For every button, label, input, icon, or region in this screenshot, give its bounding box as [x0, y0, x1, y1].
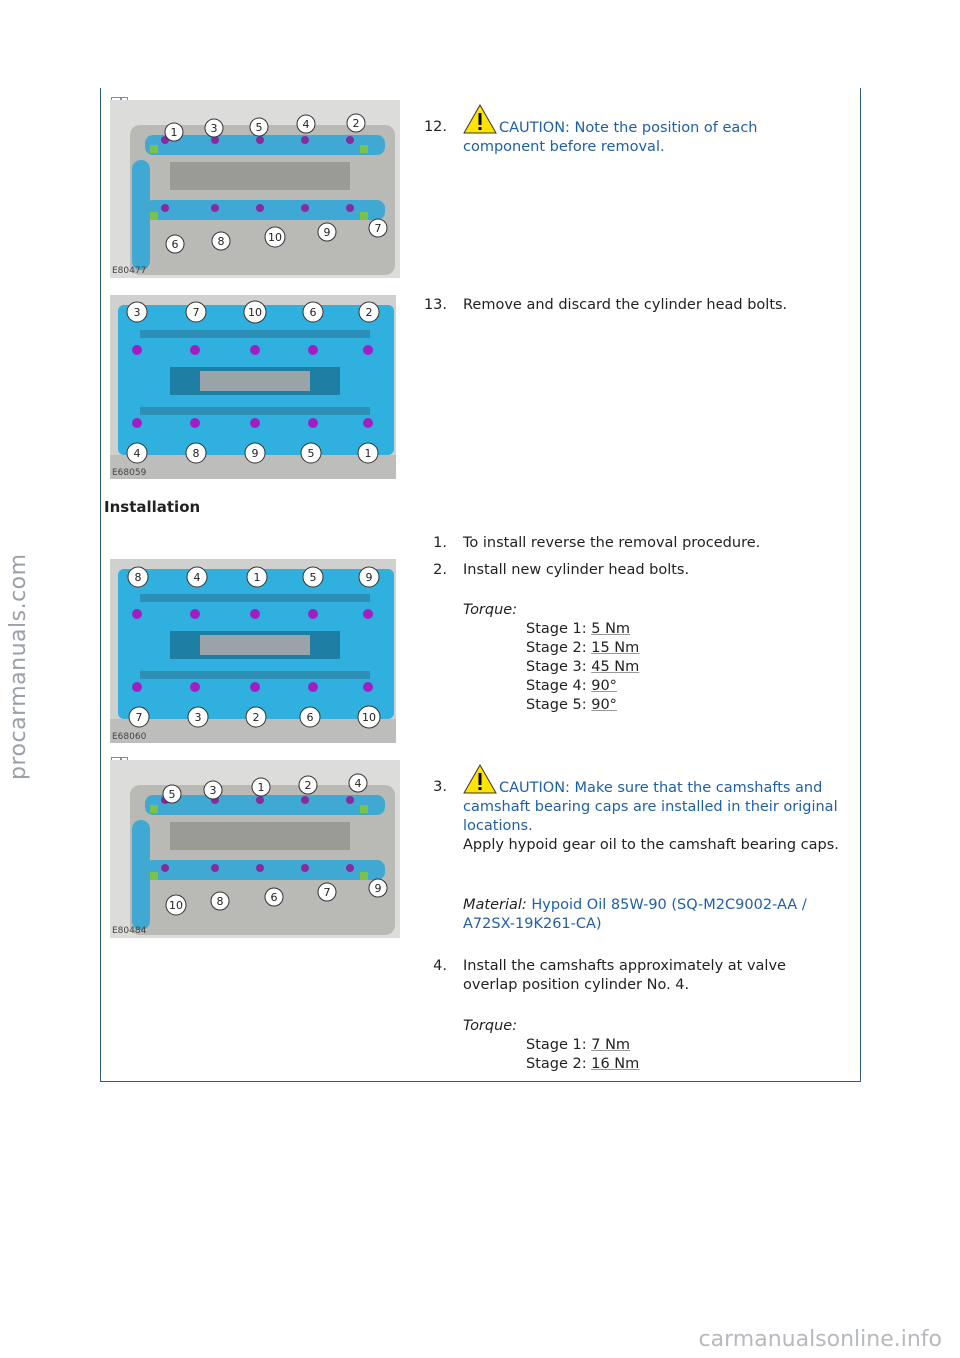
caution-text: CAUTION: Note the position of each component before removal.	[463, 120, 758, 155]
figure-camshafts-install	[110, 760, 400, 938]
callout-label: 4	[133, 447, 141, 460]
callout-label: 6	[309, 306, 317, 319]
figure-head-bolts-removal	[110, 295, 396, 479]
figure-code: E68059	[112, 468, 147, 478]
figure-head-bolts-install	[110, 559, 396, 743]
callout-label: 9	[251, 447, 259, 460]
step-number: 3.	[433, 779, 447, 795]
callout-label: 3	[194, 711, 202, 724]
step-text: Remove and discard the cylinder head bolts.	[463, 297, 788, 313]
install-step-4	[405, 957, 835, 1077]
figure-code: E80484	[112, 926, 147, 936]
side-watermark: procarmanuals.com	[6, 553, 31, 780]
callout-label: 7	[323, 886, 331, 899]
warning-icon	[463, 104, 497, 134]
callout-label: 6	[270, 891, 278, 904]
step-13	[405, 296, 835, 320]
callout-label: 10	[169, 899, 183, 912]
callout-label: 9	[323, 226, 331, 239]
callout-label: 1	[364, 447, 372, 460]
torque-stage: Stage 2: 16 Nm	[526, 1056, 640, 1072]
callout-label: 5	[309, 571, 317, 584]
material-label: Material:	[463, 897, 527, 913]
torque-stage: Stage 3: 45 Nm	[526, 659, 640, 675]
callout-label: 9	[374, 882, 382, 895]
callout-label: 8	[217, 235, 225, 248]
torque-stage: Stage 2: 15 Nm	[526, 640, 640, 656]
callout-label: 10	[268, 231, 282, 244]
torque-label: Torque:	[463, 1018, 518, 1034]
step-12	[405, 98, 835, 158]
callout-label: 3	[210, 122, 218, 135]
callout-label: 1	[170, 126, 178, 139]
callout-label: 2	[352, 117, 360, 130]
figure-camshafts-removal	[110, 100, 400, 278]
callout-label: 2	[365, 306, 373, 319]
figure-code: E80477	[112, 266, 147, 276]
step-number: 13.	[423, 297, 447, 313]
callout-label: 6	[306, 711, 314, 724]
step-text: To install reverse the removal procedure.	[463, 535, 761, 551]
callout-label: 4	[193, 571, 201, 584]
callout-label: 8	[216, 895, 224, 908]
callout-label: 7	[135, 711, 143, 724]
step-text: Apply hypoid gear oil to the camshaft bearing caps.	[463, 837, 839, 853]
callout-label: 10	[362, 711, 376, 724]
warning-icon	[463, 764, 497, 794]
callout-label: 8	[134, 571, 142, 584]
install-step-2	[405, 561, 835, 721]
material-link[interactable]: Hypoid Oil 85W-90 (SQ-M2C9002-AA / A72SX-19K261-CA)	[463, 897, 807, 932]
install-step-1	[405, 534, 835, 558]
callout-label: 3	[133, 306, 141, 319]
callout-label: 5	[255, 121, 263, 134]
callout-label: 2	[252, 711, 260, 724]
caution-text: CAUTION: Make sure that the camshafts and camshaft bearing caps are installed in their original locations.	[463, 780, 838, 834]
callout-label: 7	[374, 222, 382, 235]
torque-label: Torque:	[463, 602, 518, 618]
torque-stage: Stage 5: 90°	[526, 697, 617, 713]
callout-label: 9	[365, 571, 373, 584]
torque-stage: Stage 1: 5 Nm	[526, 621, 631, 637]
step-number: 2.	[433, 562, 447, 578]
callout-label: 1	[257, 781, 265, 794]
step-number: 12.	[423, 119, 447, 135]
torque-stage: Stage 1: 7 Nm	[526, 1037, 631, 1053]
install-step-3	[405, 760, 839, 940]
torque-stage: Stage 4: 90°	[526, 678, 617, 694]
callout-label: 3	[209, 784, 217, 797]
step-number: 1.	[433, 535, 447, 551]
callout-label: 10	[248, 306, 262, 319]
step-number: 4.	[433, 958, 447, 974]
figure-code: E68060	[112, 732, 147, 742]
step-text: Install new cylinder head bolts.	[463, 562, 690, 578]
callout-label: 1	[253, 571, 261, 584]
callout-label: 7	[192, 306, 200, 319]
callout-label: 4	[302, 118, 310, 131]
callout-label: 5	[168, 788, 176, 801]
step-text: Install the camshafts approximately at valve overlap position cylinder No. 4.	[463, 958, 786, 993]
callout-label: 2	[304, 779, 312, 792]
bottom-watermark: carmanualsonline.info	[698, 1327, 942, 1352]
installation-heading: Installation	[104, 498, 201, 516]
callout-label: 5	[307, 447, 315, 460]
callout-label: 8	[192, 447, 200, 460]
callout-label: 4	[354, 777, 362, 790]
callout-label: 6	[171, 238, 179, 251]
